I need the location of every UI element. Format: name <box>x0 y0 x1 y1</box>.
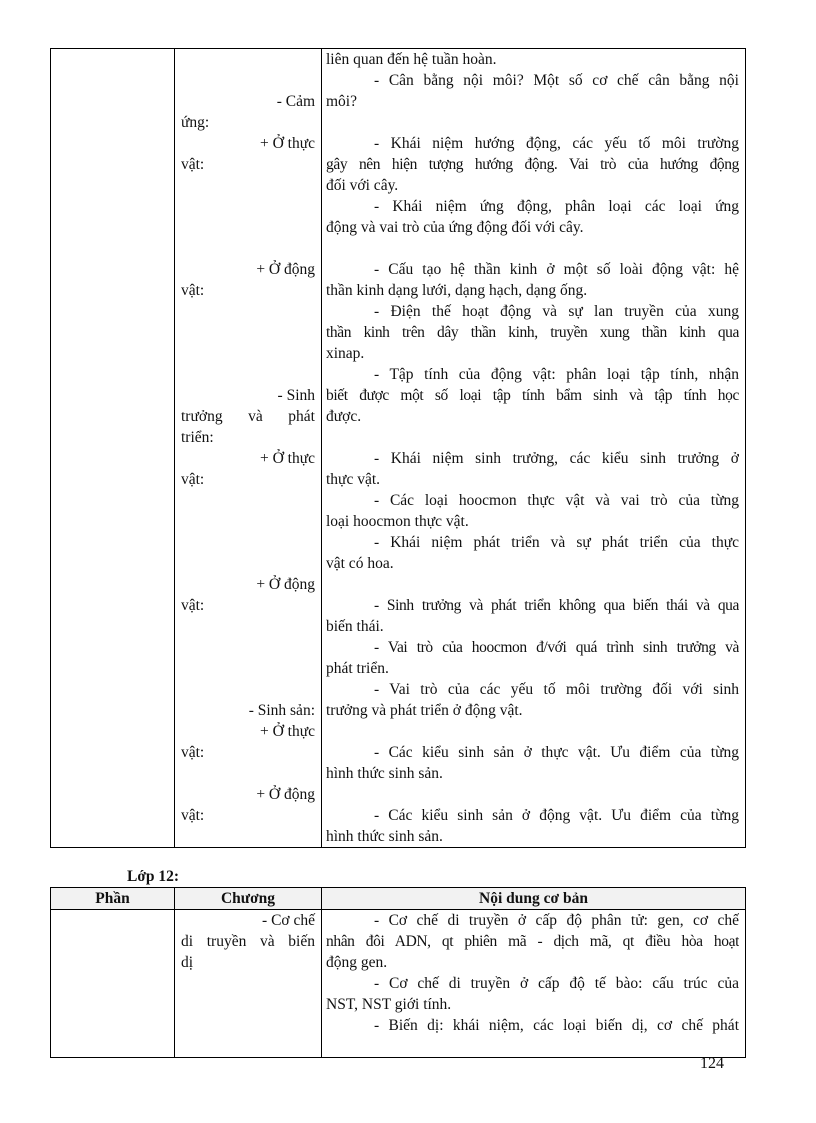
chapter-line <box>175 616 321 637</box>
chapter-cell <box>175 49 322 848</box>
content-line <box>326 427 739 448</box>
content-line <box>326 112 739 133</box>
content-line: liên quan đến hệ tuần hoàn. <box>326 51 497 68</box>
content-line: - Khái niệm ứng động, phân loại các loại ứng <box>374 198 739 215</box>
part-cell <box>51 49 175 848</box>
chapter-line <box>175 973 321 994</box>
chapter-line <box>175 511 321 532</box>
chapter-line <box>175 1036 321 1057</box>
chapter-line <box>175 553 321 574</box>
content-line: biến thái. <box>326 618 384 635</box>
chapter-line <box>175 637 321 658</box>
content-line: - Cấu tạo hệ thần kinh ở một số loài động vật: hệ <box>374 261 739 278</box>
chapter-line: - Sinh <box>277 387 315 404</box>
content-line: - Tập tính của động vật: phân loại tập tính, nhận <box>374 366 739 383</box>
content-line: động và vai trò của ứng động đối với cây. <box>326 219 584 236</box>
chapter-line: - Sinh sản: <box>248 702 315 719</box>
content-line: hình thức sinh sản. <box>326 828 443 845</box>
grade-12-heading: Lớp 12: <box>127 868 180 885</box>
table-row <box>51 49 746 848</box>
content-line: - Các loại hoocmon thực vật và vai trò của từng <box>374 492 739 509</box>
content-line: - Cân bằng nội môi? Một số cơ chế cân bằng nội <box>374 72 739 89</box>
chapter-line: + Ở thực <box>259 723 315 740</box>
chapter-line <box>175 364 321 385</box>
content-line: - Sinh trưởng và phát triển không qua biến thái và qua <box>374 597 739 614</box>
content-line: được. <box>326 408 362 425</box>
content-line: - Khái niệm hướng động, các yếu tố môi trường <box>374 135 739 152</box>
content-line: vật có hoa. <box>326 555 394 572</box>
page-number: 124 <box>700 1055 724 1072</box>
content-line: gây nên hiện tượng hướng động. Vai trò của hướng động <box>326 156 739 173</box>
chapter-line: triển: <box>181 429 214 446</box>
part-cell <box>51 910 175 1058</box>
chapter-line <box>175 490 321 511</box>
content-line <box>326 721 739 742</box>
curriculum-table-grade-11-continued <box>50 48 746 848</box>
chapter-line <box>175 1015 321 1036</box>
header-chapter: Chương <box>175 888 322 910</box>
chapter-line <box>175 217 321 238</box>
content-line: trưởng và phát triển ở động vật. <box>326 702 523 719</box>
content-line: đối với cây. <box>326 177 399 194</box>
content-line: loại hoocmon thực vật. <box>326 513 469 530</box>
chapter-line <box>175 322 321 343</box>
content-line: phát triển. <box>326 660 389 677</box>
content-line <box>326 784 739 805</box>
chapter-line <box>175 70 321 91</box>
content-line: - Biến dị: khái niệm, các loại biến dị, cơ chế phát <box>374 1017 739 1034</box>
content-line: xinap. <box>326 345 365 362</box>
content-line <box>326 574 739 595</box>
content-line: nhân đôi ADN, qt phiên mã - dịch mã, qt điều hòa hoạt <box>326 933 739 950</box>
chapter-line: + Ở thực <box>259 135 315 152</box>
content-line: môi? <box>326 93 357 110</box>
chapter-line <box>175 532 321 553</box>
content-line: - Các kiểu sinh sản ở thực vật. Ưu điểm của từng <box>374 744 739 761</box>
chapter-line <box>175 301 321 322</box>
content-line: - Cơ chế di truyền ở cấp độ phân tử: gen, cơ chế <box>374 912 739 929</box>
content-line: động gen. <box>326 954 388 971</box>
chapter-line <box>175 196 321 217</box>
content-line: thần kinh dạng lưới, dạng hạch, dạng ống. <box>326 282 588 299</box>
content-line: thần kinh trên dây thần kinh, truyền xung thần kinh qua <box>326 324 739 341</box>
chapter-line <box>175 826 321 847</box>
chapter-line <box>175 49 321 70</box>
chapter-line: trưởng và phát <box>181 408 315 425</box>
chapter-line: vật: <box>181 744 205 761</box>
chapter-line: dị <box>181 954 194 971</box>
chapter-line: + Ở thực <box>259 450 315 467</box>
content-line: - Cơ chế di truyền ở cấp độ tế bào: cấu trúc của <box>374 975 739 992</box>
content-line: NST, NST giới tính. <box>326 996 452 1013</box>
content-line: biết được một số loại tập tính bẩm sinh và tập tính học <box>326 387 739 404</box>
table-header-row <box>51 888 746 910</box>
chapter-line: vật: <box>181 597 205 614</box>
chapter-line: + Ở động <box>256 576 315 593</box>
chapter-line: - Cơ chế <box>262 912 315 929</box>
chapter-line: + Ở động <box>256 261 315 278</box>
chapter-line: vật: <box>181 807 205 824</box>
content-line <box>326 1036 739 1057</box>
chapter-line: + Ở động <box>256 786 315 803</box>
chapter-line <box>175 343 321 364</box>
chapter-line <box>175 679 321 700</box>
content-line <box>326 238 739 259</box>
content-line: - Khái niệm sinh trưởng, các kiểu sinh trưởng ở <box>374 450 739 467</box>
chapter-line <box>175 238 321 259</box>
content-line: - Điện thế hoạt động và sự lan truyền của xung <box>374 303 739 320</box>
chapter-line <box>175 994 321 1015</box>
content-line: - Vai trò của các yếu tố môi trường đối với sinh <box>374 681 739 698</box>
header-part: Phần <box>51 888 175 910</box>
content-line: - Vai trò của hoocmon đ/với quá trình sinh trưởng và <box>374 639 739 656</box>
content-line: - Khái niệm phát triển và sự phát triển của thực <box>374 534 739 551</box>
chapter-line: vật: <box>181 156 205 173</box>
chapter-cell <box>175 910 322 1058</box>
content-line: thực vật. <box>326 471 381 488</box>
table-row <box>51 910 746 1058</box>
content-line: hình thức sinh sản. <box>326 765 443 782</box>
content-cell <box>322 910 746 1058</box>
chapter-line: - Cảm <box>276 93 315 110</box>
chapter-line: vật: <box>181 471 205 488</box>
chapter-line: vật: <box>181 282 205 299</box>
content-cell <box>322 49 746 848</box>
header-content: Nội dung cơ bản <box>322 888 746 910</box>
chapter-line <box>175 658 321 679</box>
curriculum-table-grade-12 <box>50 887 746 1058</box>
chapter-line <box>175 175 321 196</box>
chapter-line: di truyền và biến <box>181 933 315 950</box>
chapter-line <box>175 763 321 784</box>
chapter-line: ứng: <box>181 114 210 131</box>
content-line: - Các kiểu sinh sản ở động vật. Ưu điểm của từng <box>374 807 739 824</box>
